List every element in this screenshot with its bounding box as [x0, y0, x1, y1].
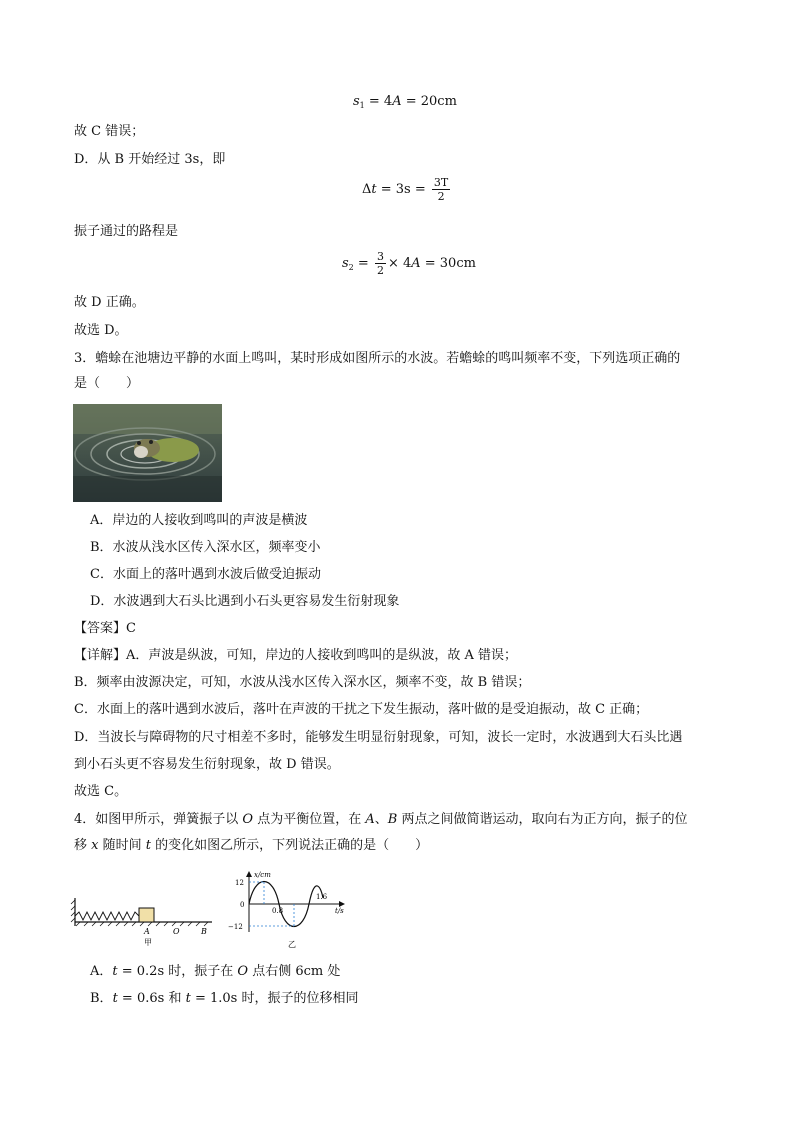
q4-text: 时，振子的位移相同: [237, 991, 359, 1006]
q3-detail-d2: 到小石头更不容易发生衍射现象，故 D 错误。: [74, 757, 340, 772]
q3-option-b: B．水波从浅水区传入深水区，频率变小: [90, 540, 321, 555]
q3-detail-b: B．频率由波源决定，可知，水波从浅水区传入深水区，频率不变，故 B 错误；: [74, 675, 531, 690]
q4-text: 移: [74, 838, 92, 853]
q4-symbol: x: [91, 838, 99, 853]
q4-text: 点右侧 6cm 处: [248, 964, 341, 979]
caption-jia: 甲: [144, 938, 152, 947]
q3-stem-line2: 是（ ）: [74, 376, 140, 391]
label-o: O: [173, 927, 180, 936]
eq-sub: 1: [359, 101, 365, 110]
q3-detail-c: C．水面上的落叶遇到水波后，落叶在声波的干扰之下发生振动，落叶做的是受迫振动，故 C 正确；: [74, 702, 649, 717]
q3-option-d: D．水波遇到大石头比遇到小石头更容易发生衍射现象: [90, 594, 400, 609]
q4-text: = 0.6s: [117, 991, 165, 1006]
q4-stem-line1: [74, 810, 687, 830]
x-tick-mid: 0.8: [272, 907, 284, 915]
q4-text: 随时间: [98, 838, 146, 853]
q3-option-c: C．水面上的落叶遇到水波后做受迫振动: [90, 567, 321, 582]
oscillator-block: [139, 908, 154, 922]
eq-symbol: A: [411, 256, 421, 271]
label-b: B: [201, 927, 207, 936]
q3-choose-c: 故选 C。: [74, 784, 128, 799]
eq-part: = 4: [364, 94, 393, 109]
q3-answer: 【答案】C: [74, 621, 136, 636]
eq-symbol: t: [371, 182, 377, 197]
q4-text: B．: [90, 991, 113, 1006]
fraction-denominator: 2: [376, 264, 384, 277]
x-axis-label: t/s: [335, 907, 344, 915]
q3-detail-d1: D．当波长与障碍物的尺寸相差不多时，能够发生明显衍射现象，可知，波长一定时，水波遇到大石头比遇: [74, 730, 683, 745]
d-intro-text: D．从 B 开始经过 3s，即: [74, 152, 226, 167]
q4-symbol: t: [145, 838, 151, 853]
equation-s2: [342, 250, 476, 277]
toad-photo-illustration: [73, 404, 222, 502]
q4-text: 和: [164, 991, 186, 1006]
caption-yi: 乙: [288, 940, 296, 949]
eq-symbol: s: [353, 94, 360, 109]
x-tick-end: 1.6: [316, 893, 328, 901]
q4-text: A．: [90, 964, 113, 979]
eq-part: = 20cm: [401, 94, 457, 109]
q4-symbol: t: [112, 991, 118, 1006]
xt-graph-figure: [225, 868, 355, 952]
toad-water-photo: [73, 404, 222, 502]
equation-delta-t: [362, 176, 452, 203]
c-wrong-text: 故 C 错误；: [74, 124, 145, 139]
eq-part: = 3s =: [376, 182, 430, 197]
equation-s1: [353, 94, 457, 110]
q3-detail-a: 【详解】A．声波是纵波，可知，岸边的人接收到鸣叫的是纵波，故 A 错误；: [74, 648, 518, 663]
q4-text: = 1.0s: [190, 991, 238, 1006]
eq-part: Δ: [362, 182, 372, 197]
y-axis-label: x/cm: [254, 871, 271, 879]
q4-text: 的变化如图乙所示，下列说法正确的是（ ）: [150, 838, 429, 853]
d-correct-text: 故 D 正确。: [74, 295, 145, 310]
q4-text: 时，振子在: [164, 964, 238, 979]
q4-text: 4．如图甲所示，弹簧振子以: [74, 812, 243, 827]
eq-part: =: [353, 256, 373, 271]
q4-text: 点为平衡位置，在: [253, 812, 366, 827]
q4-symbol: O: [242, 812, 254, 827]
q4-option-b: [90, 989, 358, 1009]
q4-option-a: [90, 962, 340, 982]
eq-part: × 4: [387, 256, 412, 271]
q4-symbol: A: [365, 812, 375, 827]
eq-symbol: s: [342, 256, 349, 271]
q4-text: 、: [374, 812, 388, 827]
path-text: 振子通过的路程是: [74, 224, 179, 239]
q3-option-a: A．岸边的人接收到鸣叫的声波是横波: [90, 513, 308, 528]
q4-symbol: O: [237, 964, 249, 979]
fraction-denominator: 2: [437, 190, 445, 203]
q4-symbol: t: [185, 991, 191, 1006]
eq-symbol: A: [392, 94, 402, 109]
q4-stem-line2: [74, 836, 428, 856]
choose-d-text: 故选 D。: [74, 323, 128, 338]
label-a: A: [144, 927, 150, 936]
fraction: [375, 250, 386, 277]
q4-text: = 0.2s: [117, 964, 165, 979]
fraction: [432, 176, 450, 203]
eq-part: = 30cm: [420, 256, 476, 271]
q3-stem-line1: 3．蟾蜍在池塘边平静的水面上鸣叫，某时形成如图所示的水波。若蟾蜍的鸣叫频率不变，下列选项正确的: [74, 351, 681, 366]
q4-symbol: t: [112, 964, 118, 979]
y-tick-bottom: −12: [228, 923, 243, 931]
fraction-numerator: 3T: [433, 176, 449, 189]
fraction-numerator: 3: [376, 250, 384, 263]
spring-oscillator-figure: [70, 892, 220, 950]
q4-text: 两点之间做简谐运动，取向右为正方向，振子的位: [397, 812, 688, 827]
q4-symbol: B: [387, 812, 398, 827]
y-tick-zero: 0: [240, 901, 245, 909]
y-tick-top: 12: [235, 879, 244, 887]
spring-icon: [75, 912, 139, 920]
eq-sub: 2: [348, 263, 354, 272]
